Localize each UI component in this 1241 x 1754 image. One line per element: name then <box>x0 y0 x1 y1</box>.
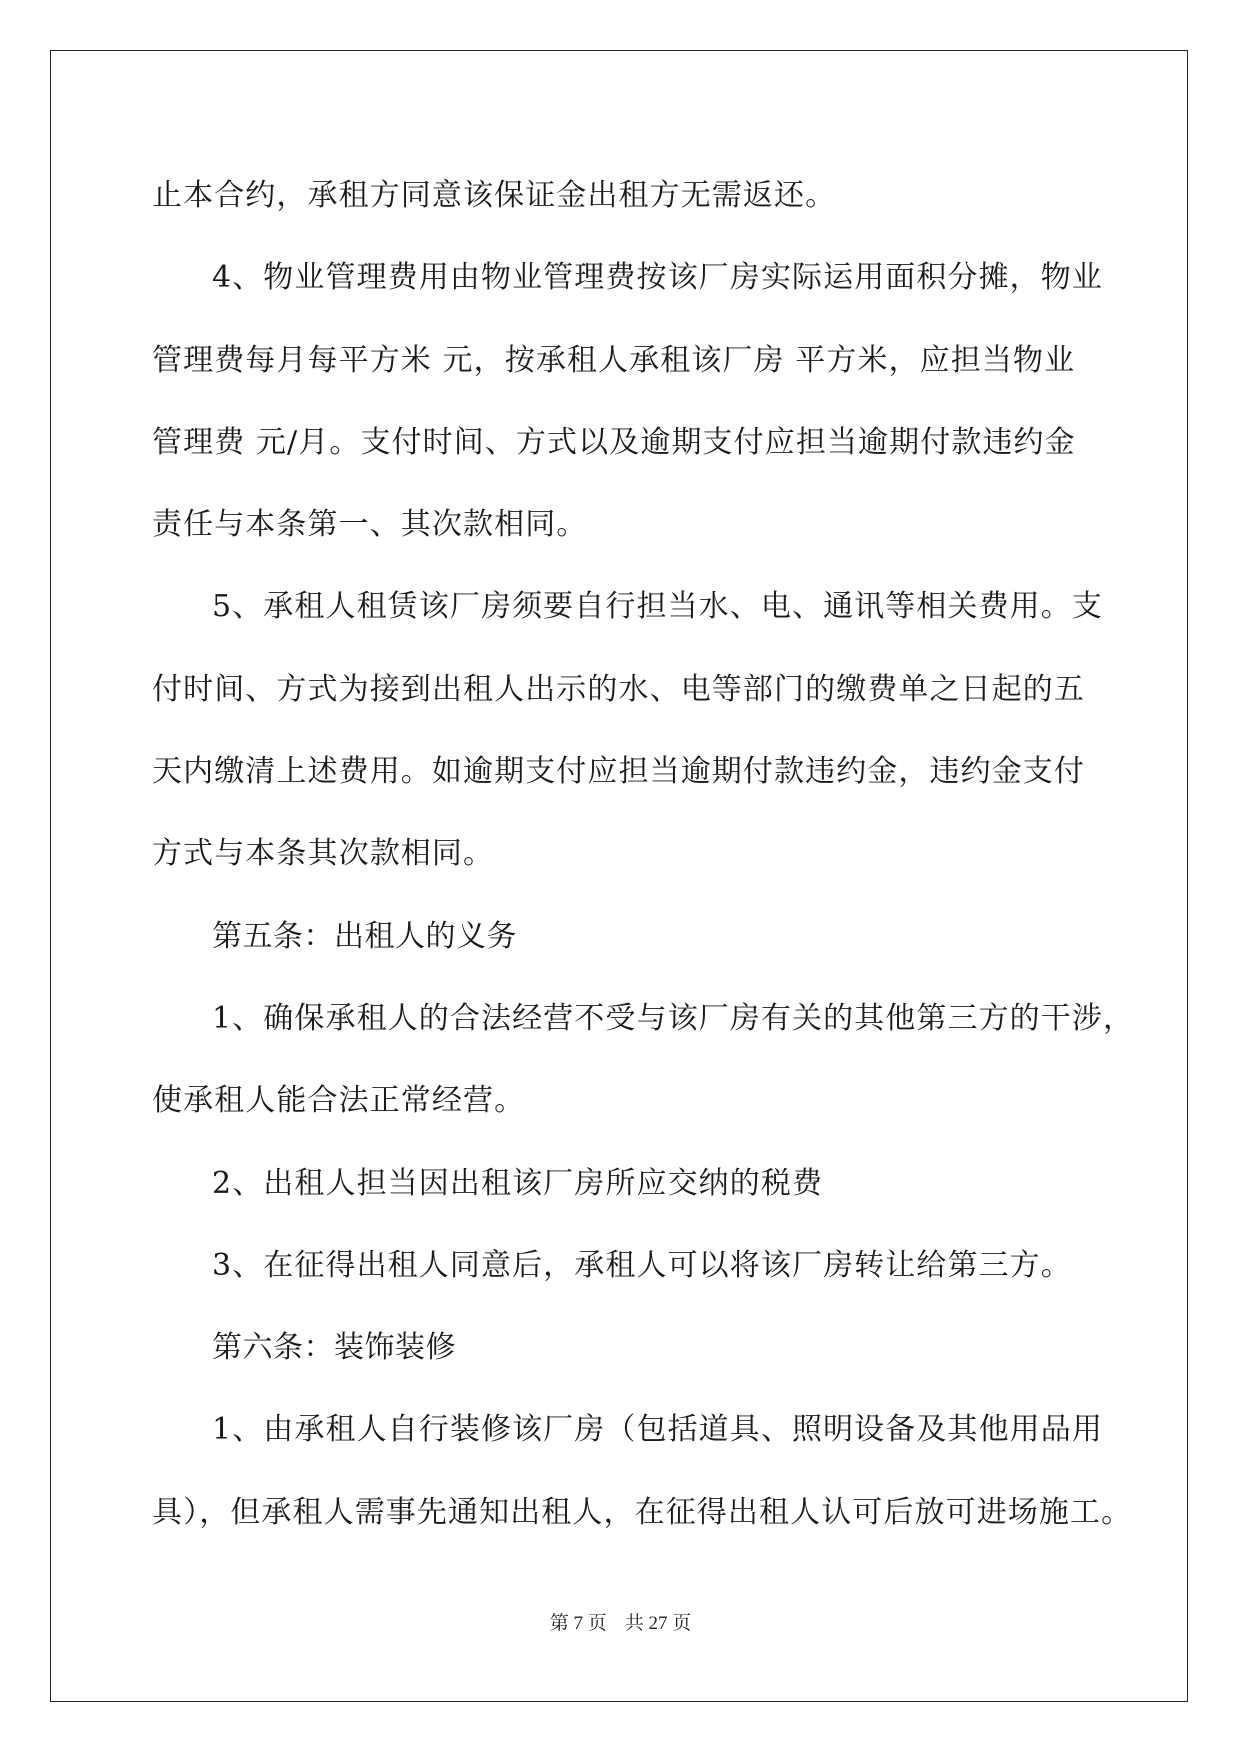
text-line: 管理费 元/月。支付时间、方式以及逾期支付应担当逾期付款违约金 <box>152 424 1076 460</box>
page-total: 共 27 页 <box>624 1613 692 1634</box>
text-line: 方式与本条其次款相同。 <box>152 836 495 872</box>
text-line: 5、承租人租赁该厂房须要自行担当水、电、通讯等相关费用。支 <box>212 589 1103 625</box>
text-line: 责任与本条第一、其次款相同。 <box>152 507 588 543</box>
text-line: 1、确保承租人的合法经营不受与该厂房有关的其他第三方的干涉， <box>212 1000 1135 1036</box>
section-heading: 第五条：出租人的义务 <box>212 918 517 954</box>
document-body <box>152 155 1135 1554</box>
text-line: 管理费每月每平方米 元，按承租人承租该厂房 平方米，应担当物业 <box>152 342 1076 378</box>
text-line: 付时间、方式为接到出租人出示的水、电等部门的缴费单之日起的五 <box>152 671 1085 707</box>
text-line: 使承租人能合法正常经营。 <box>152 1083 526 1119</box>
text-line: 4、物业管理费用由物业管理费按该厂房实际运用面积分摊，物业 <box>212 260 1103 296</box>
page-footer <box>0 1612 1241 1636</box>
text-line: 止本合约，承租方同意该保证金出租方无需返还。 <box>152 178 837 213</box>
text-line: 3、在征得出租人同意后，承租人可以将该厂房转让给第三方。 <box>212 1247 1072 1283</box>
section-heading: 第六条：装饰装修 <box>212 1330 456 1366</box>
text-line: 2、出租人担当因出租该厂房所应交纳的税费 <box>212 1165 824 1201</box>
text-line: 具），但承租人需事先通知出租人，在征得出租人认可后放可进场施工。 <box>152 1494 1133 1530</box>
text-line: 1、由承租人自行装修该厂房（包括道具、照明设备及其他用品用 <box>212 1412 1103 1448</box>
text-line: 天内缴清上述费用。如逾期支付应担当逾期付款违约金，违约金支付 <box>152 754 1085 790</box>
page-number: 第 7 页 <box>549 1613 607 1634</box>
